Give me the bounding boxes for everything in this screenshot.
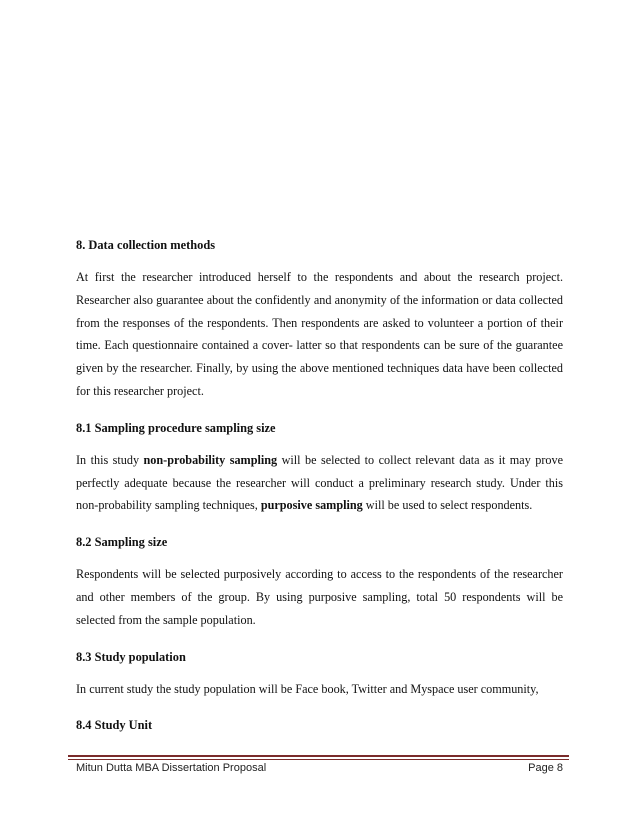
section-8-4-heading: 8.4 Study Unit: [76, 718, 153, 733]
footer-rule-thick: [68, 755, 569, 757]
s81-text-2: will be selected to collect relevant data as it may prove perfectly adequate because the researcher will conduct a preliminary research study. Under this non-probability sampling techniques,: [76, 452, 563, 513]
section-8-1-body: [76, 449, 563, 517]
s81-text-3: will be used to select respondents.: [362, 498, 533, 513]
section-8-body: At first the researcher introduced herself to the respondents and about the research project. Researcher also guarantee about the confidently and anonymity of the information or data collected from the responses of the respondents. Then respondents are asked to volunteer a portion of their time. Each questionnaire contained a cover- latter so that respondents can be sure of the guarantee given by the researcher. Finally, by using the above mentioned techniques data have been collected for this researcher project.: [76, 270, 563, 398]
footer-rule-thin: [68, 759, 569, 760]
s81-text-1: In this study: [76, 452, 144, 467]
section-8-2-heading: 8.2 Sampling size: [76, 535, 168, 550]
footer-title: Mitun Dutta MBA Dissertation Proposal: [76, 762, 267, 774]
page-content: [76, 237, 563, 733]
section-8-3-body: In current study the study population will be Face book, Twitter and Myspace user community,: [76, 681, 539, 696]
s81-bold-nonprob: non-probability sampling: [143, 452, 278, 467]
page-footer: [76, 762, 563, 774]
page-number: Page 8: [528, 762, 563, 774]
section-8-2-body: Respondents will be selected purposively according to access to the respondents of the researcher and other members of the group. By using purposive sampling, total 50 respondents will be selected from the sample population.: [76, 567, 563, 627]
section-8-3-heading: 8.3 Study population: [76, 649, 186, 664]
section-8-1-heading: 8.1 Sampling procedure sampling size: [76, 420, 276, 435]
section-8-heading: 8. Data collection methods: [76, 238, 216, 252]
s81-bold-purposive: purposive sampling: [260, 498, 363, 513]
